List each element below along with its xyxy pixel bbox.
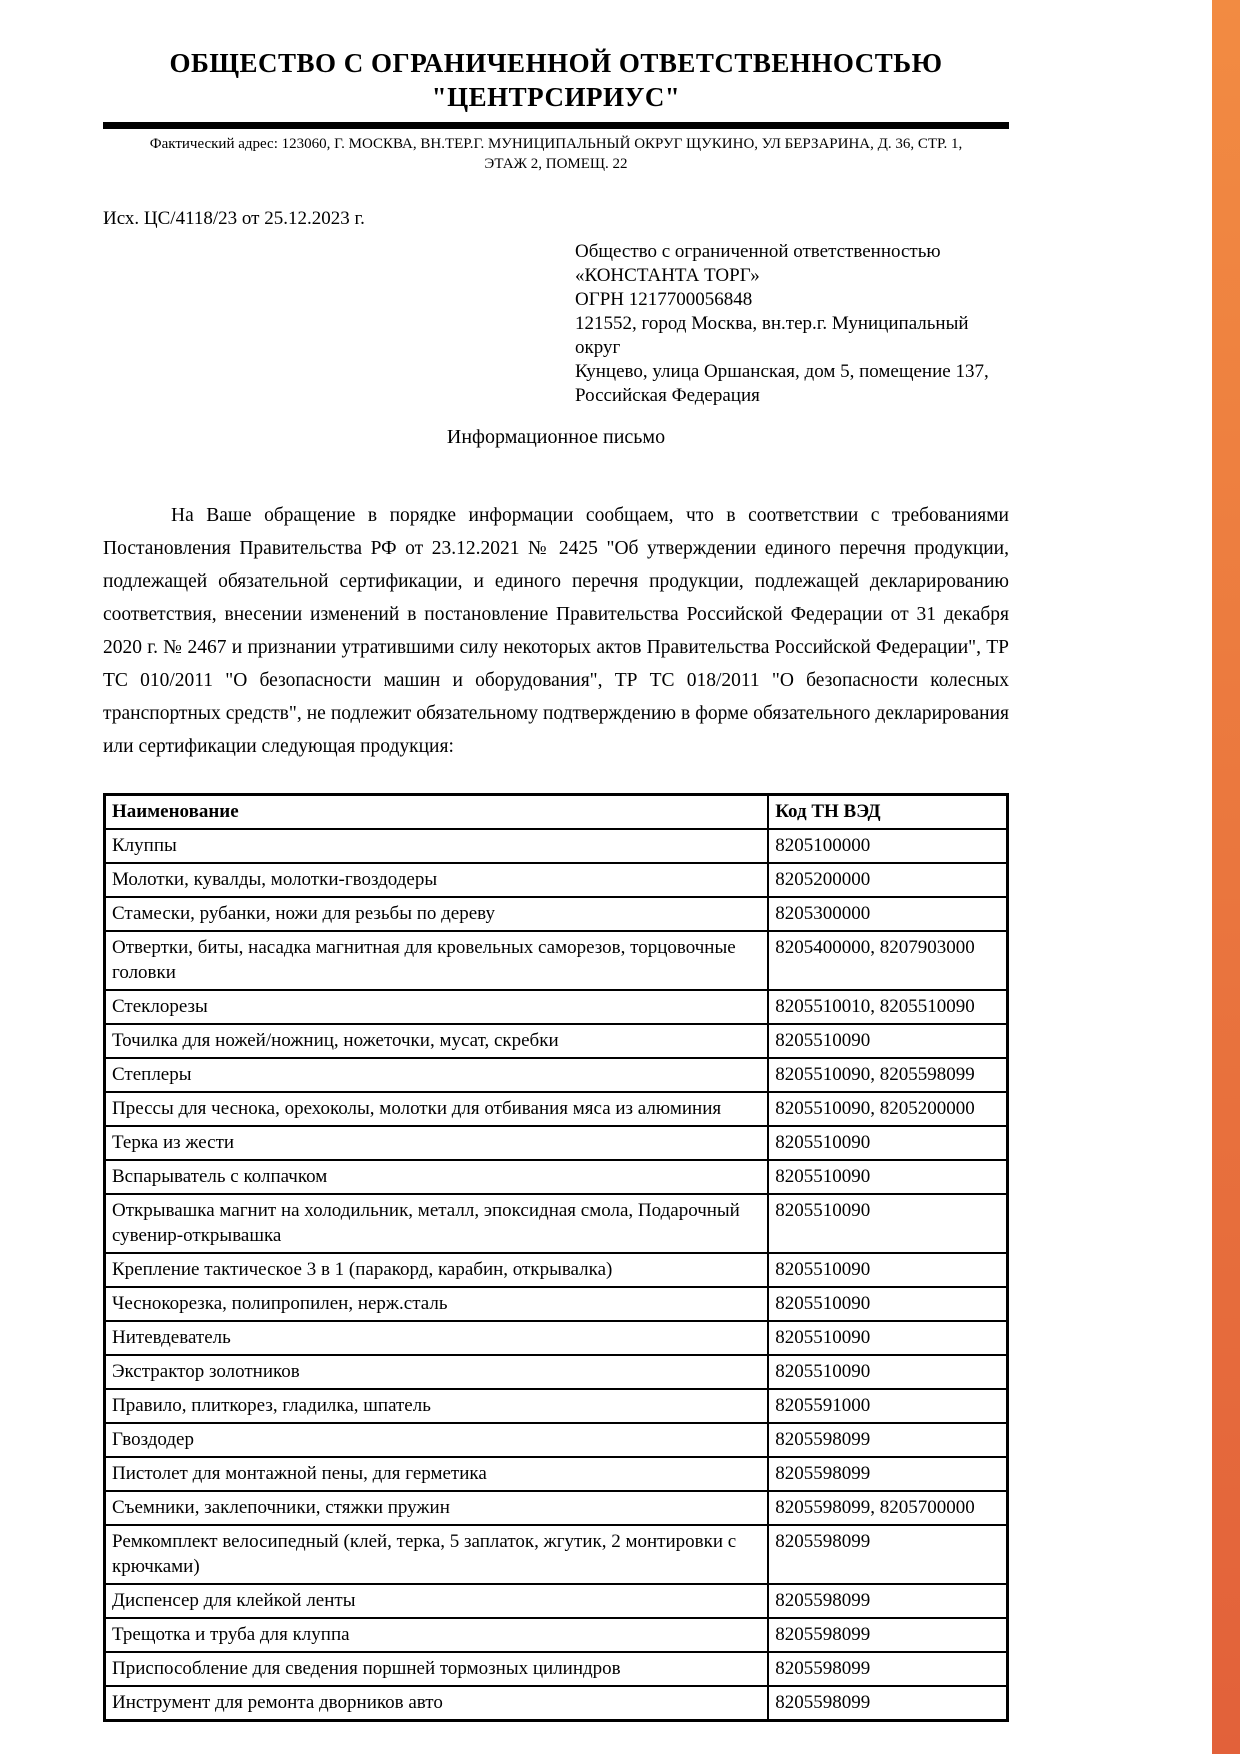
table-row bbox=[105, 1321, 1008, 1355]
accent-stripe bbox=[1212, 0, 1240, 1754]
tnved-code-cell: 8205598099 bbox=[768, 1686, 1007, 1721]
product-name-cell: Ремкомплект велосипедный (клей, терка, 5 заплаток, жгутик, 2 монтировки с крючками) bbox=[105, 1525, 769, 1584]
table-header-row bbox=[105, 795, 1008, 830]
table-row bbox=[105, 931, 1008, 990]
product-name-cell: Точилка для ножей/ножниц, ножеточки, мусат, скребки bbox=[105, 1024, 769, 1058]
company-name-line1: ОБЩЕСТВО С ОГРАНИЧЕННОЙ ОТВЕТСТВЕННОСТЬЮ bbox=[169, 48, 943, 78]
tnved-code-cell: 8205510090, 8205598099 bbox=[768, 1058, 1007, 1092]
tnved-code-cell: 8205510090 bbox=[768, 1024, 1007, 1058]
column-header-tnved-code: Код ТН ВЭД bbox=[768, 795, 1007, 830]
tnved-code-cell: 8205598099 bbox=[768, 1652, 1007, 1686]
product-name-cell: Отвертки, биты, насадка магнитная для кровельных саморезов, торцовочные головки bbox=[105, 931, 769, 990]
table-row bbox=[105, 897, 1008, 931]
tnved-code-cell: 8205598099, 8205700000 bbox=[768, 1491, 1007, 1525]
tnved-code-cell: 8205510090 bbox=[768, 1287, 1007, 1321]
letter-body: На Ваше обращение в порядке информации сообщаем, что в соответствии с требованиями Постановления Правительства РФ от 23.12.2021 № 2425 "Об утверждении единого перечня продукции, подлежащей обязательной сертификации, и единого перечня продукции, подлежащей декларированию соответствия, внесении изменений в постановление Правительства Российской Федерации от 31 декабря 2020 г. № 2467 и признании утратившими силу некоторых актов Правительства Российской Федерации", ТР ТС 010/2011 "О безопасности машин и оборудования", ТР ТС 018/2011 "О безопасности колесных транспортных средств", не подлежит обязательному подтверждению в форме обязательного декларирования или сертификации следующая продукция: bbox=[103, 505, 1009, 757]
table-row bbox=[105, 1092, 1008, 1126]
tnved-code-cell: 8205598099 bbox=[768, 1423, 1007, 1457]
tnved-code-cell: 8205510090 bbox=[768, 1194, 1007, 1253]
product-name-cell: Диспенсер для клейкой ленты bbox=[105, 1584, 769, 1618]
company-address-line1: Фактический адрес: 123060, Г. МОСКВА, ВН.ТЕР.Г. МУНИЦИПАЛЬНЫЙ ОКРУГ ЩУКИНО, УЛ БЕРЗАРИНА, Д. 36, СТР. 1, bbox=[149, 136, 963, 152]
product-name-cell: Нитевдеватель bbox=[105, 1321, 769, 1355]
table-row bbox=[105, 1423, 1008, 1457]
recipient-line: Кунцево, улица Оршанская, дом 5, помещение 137, bbox=[575, 361, 989, 382]
table-row bbox=[105, 1525, 1008, 1584]
table-row bbox=[105, 1457, 1008, 1491]
company-name bbox=[103, 46, 1009, 114]
tnved-code-cell: 8205510090 bbox=[768, 1253, 1007, 1287]
recipient-line: Общество с ограниченной ответственностью bbox=[575, 241, 941, 262]
product-name-cell: Инструмент для ремонта дворников авто bbox=[105, 1686, 769, 1721]
column-header-name: Наименование bbox=[105, 795, 769, 830]
company-address bbox=[103, 134, 1009, 174]
recipient-line: 121552, город Москва, вн.тер.г. Муниципальный округ bbox=[575, 313, 969, 358]
table-row bbox=[105, 990, 1008, 1024]
tnved-code-cell: 8205400000, 8207903000 bbox=[768, 931, 1007, 990]
product-name-cell: Стамески, рубанки, ножи для резьбы по дереву bbox=[105, 897, 769, 931]
table-row bbox=[105, 1287, 1008, 1321]
product-name-cell: Клуппы bbox=[105, 829, 769, 863]
table-row bbox=[105, 1584, 1008, 1618]
letter-content bbox=[103, 0, 1009, 1722]
tnved-code-cell: 8205591000 bbox=[768, 1389, 1007, 1423]
product-name-cell: Крепление тактическое 3 в 1 (паракорд, карабин, открывалка) bbox=[105, 1253, 769, 1287]
header-rule bbox=[103, 122, 1009, 129]
product-name-cell: Пистолет для монтажной пены, для герметика bbox=[105, 1457, 769, 1491]
table-row bbox=[105, 829, 1008, 863]
product-name-cell: Экстрактор золотников bbox=[105, 1355, 769, 1389]
product-name-cell: Съемники, заклепочники, стяжки пружин bbox=[105, 1491, 769, 1525]
table-row bbox=[105, 1389, 1008, 1423]
table-row bbox=[105, 1652, 1008, 1686]
product-name-cell: Степлеры bbox=[105, 1058, 769, 1092]
company-address-line2: ЭТАЖ 2, ПОМЕЩ. 22 bbox=[484, 156, 628, 172]
product-name-cell: Прессы для чеснока, орехоколы, молотки для отбивания мяса из алюминия bbox=[105, 1092, 769, 1126]
tnved-code-cell: 8205598099 bbox=[768, 1584, 1007, 1618]
tnved-code-cell: 8205510090, 8205200000 bbox=[768, 1092, 1007, 1126]
tnved-code-cell: 8205200000 bbox=[768, 863, 1007, 897]
tnved-code-cell: 8205598099 bbox=[768, 1525, 1007, 1584]
tnved-code-cell: 8205598099 bbox=[768, 1457, 1007, 1491]
product-table bbox=[103, 793, 1009, 1722]
recipient-line: ОГРН 1217700056848 bbox=[575, 289, 753, 310]
table-row bbox=[105, 1194, 1008, 1253]
tnved-code-cell: 8205510090 bbox=[768, 1160, 1007, 1194]
recipient-block bbox=[575, 240, 1009, 408]
product-name-cell: Чеснокорезка, полипропилен, нерж.сталь bbox=[105, 1287, 769, 1321]
product-table-body bbox=[105, 829, 1008, 1721]
recipient-line: Российская Федерация bbox=[575, 385, 760, 406]
table-row bbox=[105, 1058, 1008, 1092]
product-name-cell: Стеклорезы bbox=[105, 990, 769, 1024]
outgoing-reference: Исх. ЦС/4118/23 от 25.12.2023 г. bbox=[103, 208, 365, 229]
recipient-line: «КОНСТАНТА ТОРГ» bbox=[575, 265, 760, 286]
table-row bbox=[105, 863, 1008, 897]
table-row bbox=[105, 1160, 1008, 1194]
product-name-cell: Молотки, кувалды, молотки-гвоздодеры bbox=[105, 863, 769, 897]
product-name-cell: Открывашка магнит на холодильник, металл, эпоксидная смола, Подарочный сувенир-открывашка bbox=[105, 1194, 769, 1253]
tnved-code-cell: 8205510090 bbox=[768, 1355, 1007, 1389]
tnved-code-cell: 8205300000 bbox=[768, 897, 1007, 931]
table-row bbox=[105, 1126, 1008, 1160]
tnved-code-cell: 8205510090 bbox=[768, 1126, 1007, 1160]
table-row bbox=[105, 1024, 1008, 1058]
table-row bbox=[105, 1355, 1008, 1389]
table-row bbox=[105, 1253, 1008, 1287]
product-name-cell: Гвоздодер bbox=[105, 1423, 769, 1457]
product-name-cell: Трещотка и труба для клуппа bbox=[105, 1618, 769, 1652]
product-name-cell: Терка из жести bbox=[105, 1126, 769, 1160]
product-name-cell: Приспособление для сведения поршней тормозных цилиндров bbox=[105, 1652, 769, 1686]
tnved-code-cell: 8205598099 bbox=[768, 1618, 1007, 1652]
tnved-code-cell: 8205100000 bbox=[768, 829, 1007, 863]
tnved-code-cell: 8205510090 bbox=[768, 1321, 1007, 1355]
table-row bbox=[105, 1491, 1008, 1525]
product-name-cell: Правило, плиткорез, гладилка, шпатель bbox=[105, 1389, 769, 1423]
tnved-code-cell: 8205510010, 8205510090 bbox=[768, 990, 1007, 1024]
product-table-head bbox=[105, 795, 1008, 830]
company-name-line2: "ЦЕНТРСИРИУС" bbox=[431, 82, 681, 112]
table-row bbox=[105, 1686, 1008, 1721]
letter-title: Информационное письмо bbox=[446, 426, 666, 448]
table-row bbox=[105, 1618, 1008, 1652]
product-name-cell: Вспарыватель с колпачком bbox=[105, 1160, 769, 1194]
